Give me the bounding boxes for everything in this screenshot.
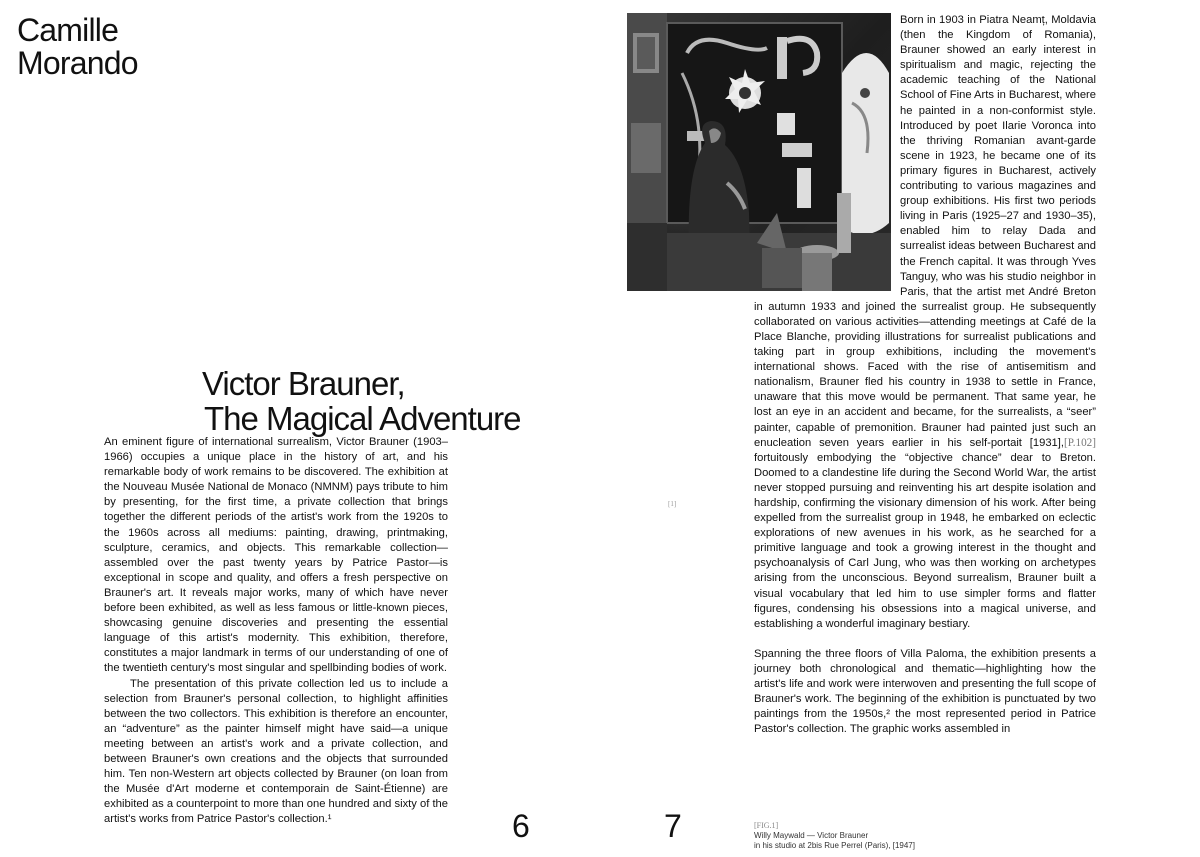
author-last-name: Morando <box>17 45 138 81</box>
caption-line-2: in his studio at 2bis Rue Perrel (Paris), [1947] <box>754 841 915 850</box>
title-line-2: The Magical Adventure <box>204 400 521 437</box>
plate-reference: [P.102] <box>1063 436 1096 449</box>
right-text-column <box>754 13 1096 737</box>
caption-line <box>754 821 915 841</box>
studio-photo-wrapper <box>627 13 891 291</box>
right-page <box>600 0 1200 857</box>
studio-photo <box>627 13 891 291</box>
paragraph: The presentation of this private collection led us to include a selection from Brauner's personal collection, to highlight affinities between the two collectors. This exhibition is therefore an encounter, an “adventure” as the painter himself might have said—a unique meeting between an artist's work and a private collection, and between Brauner's own creations and the objects that surrounded him. Ten non-Western art objects collected by Brauner (on loan from the Musée d'Art moderne et contemporain de Saint-Étienne) are exhibited as a counterpoint to more than one hundred and sixty of the artist's works from Patrice Pastor's collection.¹ <box>104 677 448 826</box>
essay-title <box>202 366 521 436</box>
figure-marker: [1] <box>668 500 677 508</box>
page-number-right: 7 <box>664 808 682 844</box>
author-name <box>17 14 138 80</box>
page-number-left: 6 <box>512 808 530 844</box>
title-line-1: Victor Brauner, <box>202 365 405 402</box>
paragraph-text-part: fortuitously embodying the “objective chance” dear to Breton. Doomed to a clandestine life during the Second World War, the artist never stopped pursuing and reinventing his art despite isolation and hardship, confirming the visionary dimension of his work. After being expelled from the surrealist group in 1948, he embarked on eclectic explorations of new avenues in his work, as he searched for a primitive language and took a growing interest in the thought and psychoanalysis of Carl Jung, who was then working on archetypes arising from the unconscious. Beyond surrealism, Brauner built a visual vocabulary that led him to use simpler forms and flatter figures, condensing his obsessions into a magical universe, and establishing a wonderful imaginary bestiary. <box>754 451 1096 630</box>
author-first-name: Camille <box>17 12 119 48</box>
left-text-column <box>104 435 448 827</box>
paragraph-text-part: Born in 1903 in Piatra Neamț, Moldavia (then the Kingdom of Romania), Brauner showed an early interest in spiritualism and magic, rejecting the academic teaching of the National School of Fine Arts in Bucharest, where he painted in a non-conformist style. Introduced by poet Ilarie Voronca into the thriving Romanian avant-garde scene in 1923, he became one of its primary figures in Bucharest, actively contributing to various magazines and group exhibitions. His first two periods living in Paris (1925–27 and 1930–35), enabled him to relay Dada and surrealist ideas between Bucharest and the French capital. It was through Yves Tanguy, who was his studio neighbor in Paris, that the artist met André Breton in autumn 1933 and joined the surrealist group. He subsequently collaborated on various activities—attending meetings at Café de la Place Blanche, providing illustrations for surrealist publications and taking part in group exhibitions, including the movement's international shows. Faced with the rise of antisemitism and nationalism, Brauner fled his country in 1938 to settle in France, unaware that this move would be permanent. That same year, he lost an eye in an accident and became, for the surrealists, a “seer” painter, capable of premonition. Brauner had painted just such an enucleation seven years earlier in his self-portait [1931], <box>754 14 1096 449</box>
paragraph: An eminent figure of international surrealism, Victor Brauner (1903–1966) occupies a unique place in the history of art, and his remarkable body of work remains to be discovered. The exhibition at the Nouveau Musée National de Monaco (NMNM) pays tribute to him by presenting, for the first time, a private collection that brings together the different periods of the artist's work from the 1920s to the 1960s across all mediums: painting, drawing, printmaking, sculpture, ceramics, and objects. This remarkable collection—assembled over the past twenty years by Patrice Pastor—is exceptional in scope and quality, and offers a fresh perspective on Brauner's art. It reveals major works, many of which have never before been exhibited, as well as less famous or little-known pieces, showcasing genuine discoveries and presenting the essential language of this artist's modernity. This exhibition, therefore, constitutes a major landmark in terms of our understanding of one of the twentieth century's most singular and spellbinding bodies of work. <box>104 436 448 675</box>
caption-text: Willy Maywald — Victor Brauner <box>754 831 869 840</box>
figure-caption <box>754 821 915 851</box>
paragraph-exhibition: Spanning the three floors of Villa Paloma, the exhibition presents a journey both chronological and thematic—highlighting how the artist's life and work were interwoven and presenting the full scope of Brauner's work. The beginning of the exhibition is punctuated by two paintings from the 1950s,² the most represented period in Patrice Pastor's collection. The graphic works assembled in <box>754 647 1096 736</box>
caption-figure-tag: [FIG.1] <box>754 821 779 830</box>
